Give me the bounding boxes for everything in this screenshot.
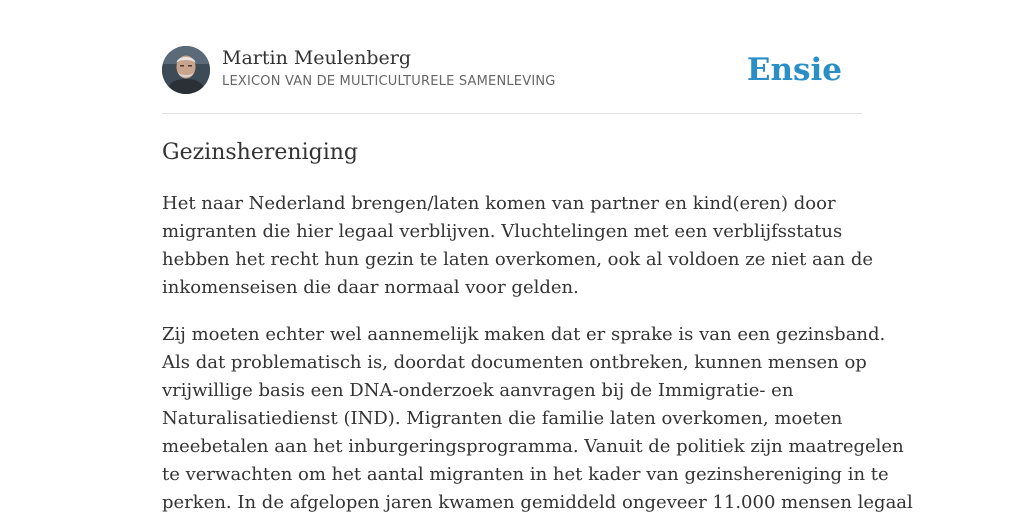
text-line: vrijwillige basis een DNA-onderzoek aanvragen bij de Immigratie- en (162, 380, 794, 401)
article-body (162, 190, 913, 512)
author-header (162, 46, 862, 96)
author-avatar[interactable] (162, 46, 210, 94)
text-line: perken. In de afgelopen jaren kwamen gemiddeld ongeveer 11.000 mensen legaal (162, 492, 913, 512)
text-line: te verwachten om het aantal migranten in het kader van gezinshereniging in te (162, 464, 889, 485)
lexicon-name[interactable]: LEXICON VAN DE MULTICULTURELE SAMENLEVING (222, 74, 556, 89)
text-line: Naturalisatiedienst (IND). Migranten die familie laten overkomen, moeten (162, 408, 843, 429)
text-line: Als dat problematisch is, doordat documenten ontbreken, kunnen mensen op (162, 352, 867, 373)
text-line: inkomenseisen die daar normaal voor gelden. (162, 277, 579, 298)
author-name[interactable]: Martin Meulenberg (222, 47, 411, 69)
paragraph (162, 321, 913, 512)
person-portrait-icon (162, 46, 210, 94)
text-line: migranten die hier legaal verblijven. Vluchtelingen met een verblijfsstatus (162, 221, 843, 242)
text-line: hebben het recht hun gezin te laten overkomen, ook al voldoen ze niet aan de (162, 249, 873, 270)
text-line: Zij moeten echter wel aannemelijk maken dat er sprake is van een gezinsband. (162, 324, 886, 345)
paragraph (162, 190, 873, 302)
text-line: Het naar Nederland brengen/laten komen van partner en kind(eren) door (162, 193, 836, 214)
text-line: meebetalen aan het inburgeringsprogramma. Vanuit de politiek zijn maatregelen (162, 436, 904, 457)
header-divider (162, 113, 862, 114)
ensie-logo[interactable]: Ensie (746, 52, 842, 88)
page-title: Gezinshereniging (162, 140, 358, 165)
